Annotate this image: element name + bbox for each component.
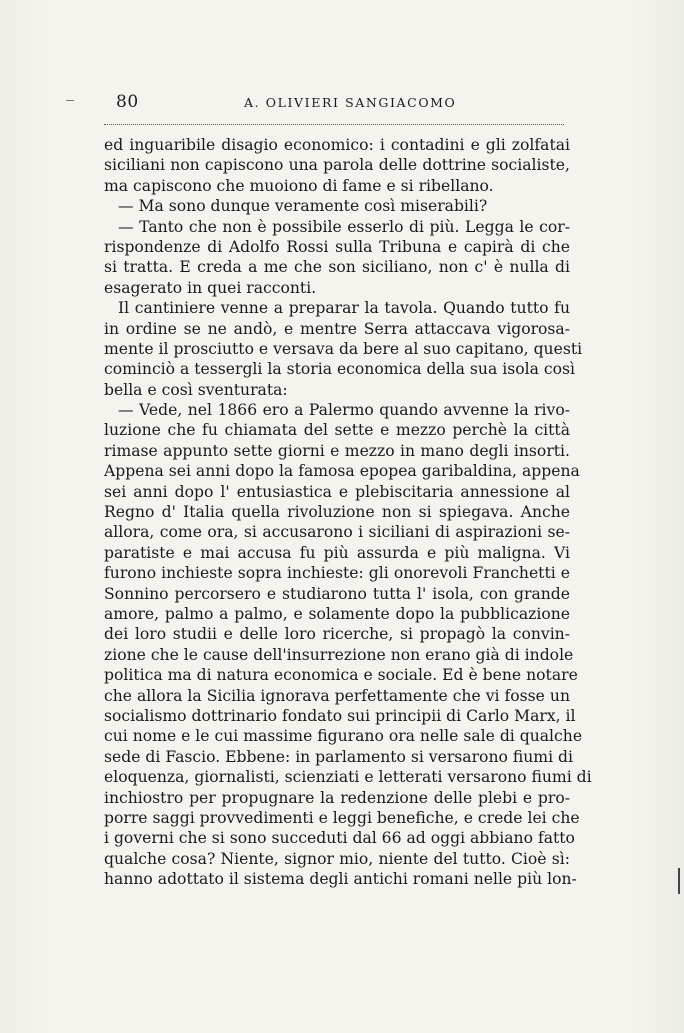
text-line: rispondenze di Adolfo Rossi sulla Tribuna e capirà di che [104, 237, 570, 256]
running-head: A. OLIVIERI SANGIACOMO [244, 95, 457, 110]
page-header [104, 92, 570, 122]
text-line: sede di Fascio. Ebbene: in parlamento si versarono fiumi di [104, 747, 573, 766]
text-line: zione che le cause dell'insurrezione non erano già di indole [104, 645, 574, 664]
text-line: che allora la Sicilia ignorava perfettamente che vi fosse un [104, 686, 570, 705]
text-line: ed inguaribile disagio economico: i contadini e gli zolfatai [104, 136, 570, 154]
text-line: in ordine se ne andò, e mentre Serra attaccava vigorosa- [104, 319, 570, 338]
text-line: sei anni dopo l' entusiastica e plebiscitaria annessione al [104, 482, 570, 501]
text-line: hanno adottato il sistema degli antichi romani nelle più lon- [104, 870, 577, 889]
text-line: Sonnino percorsero e studiarono tutta l' isola, con grande [104, 584, 570, 603]
text-line: rimase appunto sette giorni e mezzo in mano degli insorti. [104, 441, 570, 460]
text-line: socialismo dottrinario fondato sui principii di Carlo Marx, il [104, 706, 576, 725]
text-line: — Tanto che non è possibile esserlo di più. Legga le cor- [118, 217, 570, 236]
text-line: luzione che fu chiamata del sette e mezzo perchè la città [104, 421, 570, 440]
text-line: eloquenza, giornalisti, scienziati e letterati versarono fiumi di [104, 768, 592, 787]
text-line: si tratta. E creda a me che son siciliano, non c' è nulla di [104, 258, 570, 277]
page-edge-mark [678, 868, 680, 894]
text-line: mente il prosciutto e versava da bere al suo capitano, questi [104, 339, 583, 358]
text-line: siciliani non capiscono una parola delle dottrine socialiste, [104, 156, 570, 175]
text-line: paratiste e mai accusa fu più assurda e più maligna. Vi [104, 543, 570, 562]
text-line: cui nome e le cui massime figurano ora nelle sale di qualche [104, 727, 583, 746]
text-line: i governi che si sono succeduti dal 66 ad oggi abbiano fatto [104, 829, 575, 848]
text-line: amore, palmo a palmo, e solamente dopo la pubblicazione [104, 604, 570, 623]
text-line: Regno d' Italia quella rivoluzione non si spiegava. Anche [104, 503, 570, 522]
text-line: inchiostro per propugnare la redenzione delle plebi e pro- [104, 788, 570, 807]
header-rule [104, 124, 564, 125]
text-line: — Ma sono dunque veramente così miserabili? [118, 197, 488, 216]
text-line: furono inchieste sopra inchieste: gli onorevoli Franchetti e [104, 564, 570, 583]
text-line: ma capiscono che muoiono di fame e si ribellano. [104, 176, 494, 195]
text-line: porre saggi provvedimenti e leggi benefiche, e crede lei che [104, 808, 580, 827]
page-number: 80 [116, 92, 139, 112]
text-line: dei loro studii e delle loro ricerche, si propagò la convin- [104, 625, 570, 644]
text-line: qualche cosa? Niente, signor mio, niente del tutto. Cioè sì: [104, 849, 570, 868]
text-line: — Vede, nel 1866 ero a Palermo quando avvenne la rivo- [118, 401, 570, 420]
text-line: cominciò a tessergli la storia economica della sua isola così [104, 360, 575, 379]
margin-mark [66, 100, 74, 101]
text-line: bella e così sventurata: [104, 380, 288, 399]
body-text [104, 135, 592, 889]
text-line: Il cantiniere venne a preparar la tavola. Quando tutto fu [118, 299, 570, 318]
text-line: politica ma di natura economica e sociale. Ed è bene notare [104, 666, 578, 685]
text-line: allora, come ora, si accusarono i siciliani di aspirazioni se- [104, 523, 570, 542]
text-line: esagerato in quei racconti. [104, 278, 317, 297]
text-line: Appena sei anni dopo la famosa epopea garibaldina, appena [104, 462, 580, 481]
